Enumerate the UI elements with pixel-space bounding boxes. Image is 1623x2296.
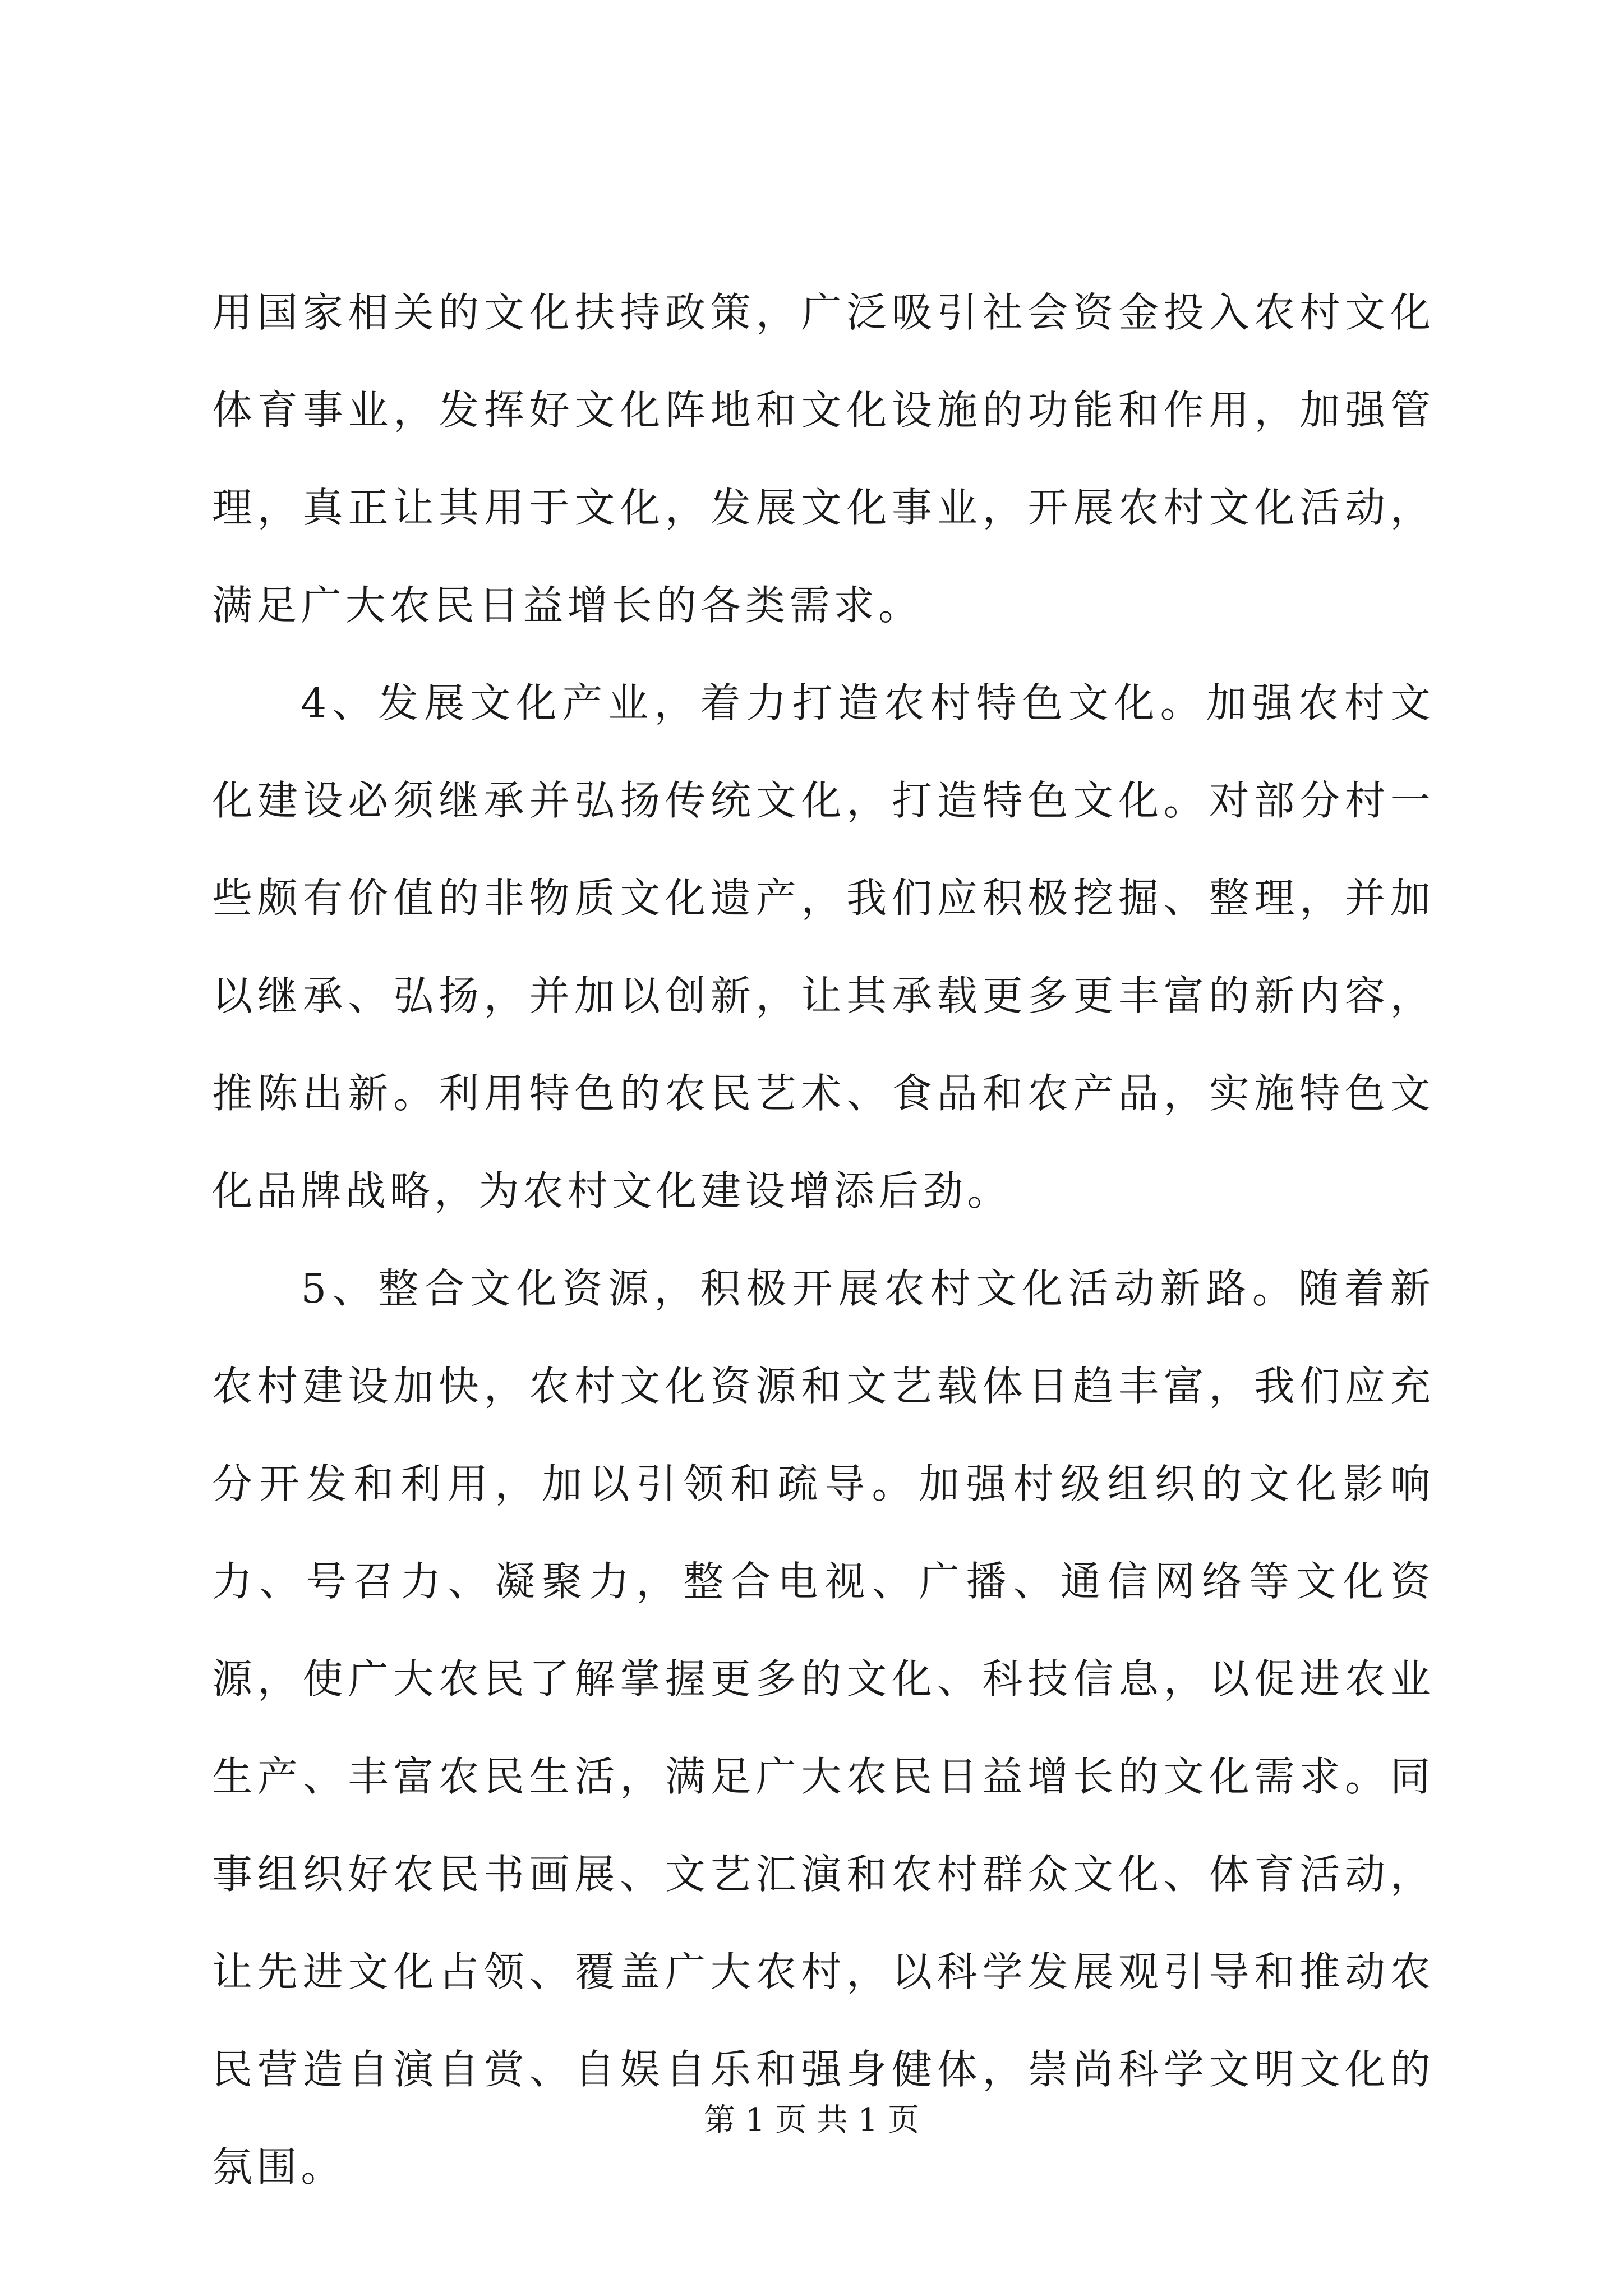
paragraph-item-5: 5、整合文化资源，积极开展农村文化活动新路。随着新农村建设加快，农村文化资源和文艺载体日趋丰富，我们应充分开发和利用，加以引领和疏导。加强村级组织的文化影响力、号召力、凝聚力，整合电视、广播、通信网络等文化资源，使广大农民了解掌握更多的文化、科技信息，以促进农业生产、丰富农民生活，满足广大农民日益增长的文化需求。同事组织好农民书画展、文艺汇演和农村群众文化、体育活动，让先进文化占领、覆盖广大农村，以科学发展观引导和推动农民营造自演自赏、自娱自乐和强身健体，崇尚科学文明文化的氛围。	[212, 1265, 1435, 2191]
paragraph-item-4: 4、发展文化产业，着力打造农村特色文化。加强农村文化建设必须继承并弘扬传统文化，打造特色文化。对部分村一些颇有价值的非物质文化遗产，我们应积极挖掘、整理，并加以继承、弘扬，并加以创新，让其承载更多更丰富的新内容，推陈出新。利用特色的农民艺术、食品和农产品，实施特色文化品牌战略，为农村文化建设增添后劲。	[212, 679, 1435, 1214]
page-number-footer: 第 1 页 共 1 页	[703, 2102, 920, 2138]
document-body	[212, 264, 1435, 2216]
paragraph-continuation: 用国家相关的文化扶持政策，广泛吸引社会资金投入农村文化体育事业，发挥好文化阵地和文化设施的功能和作用，加强管理，真正让其用于文化，发展文化事业，开展农村文化活动，满足广大农民日益增长的各类需求。	[212, 289, 1435, 629]
